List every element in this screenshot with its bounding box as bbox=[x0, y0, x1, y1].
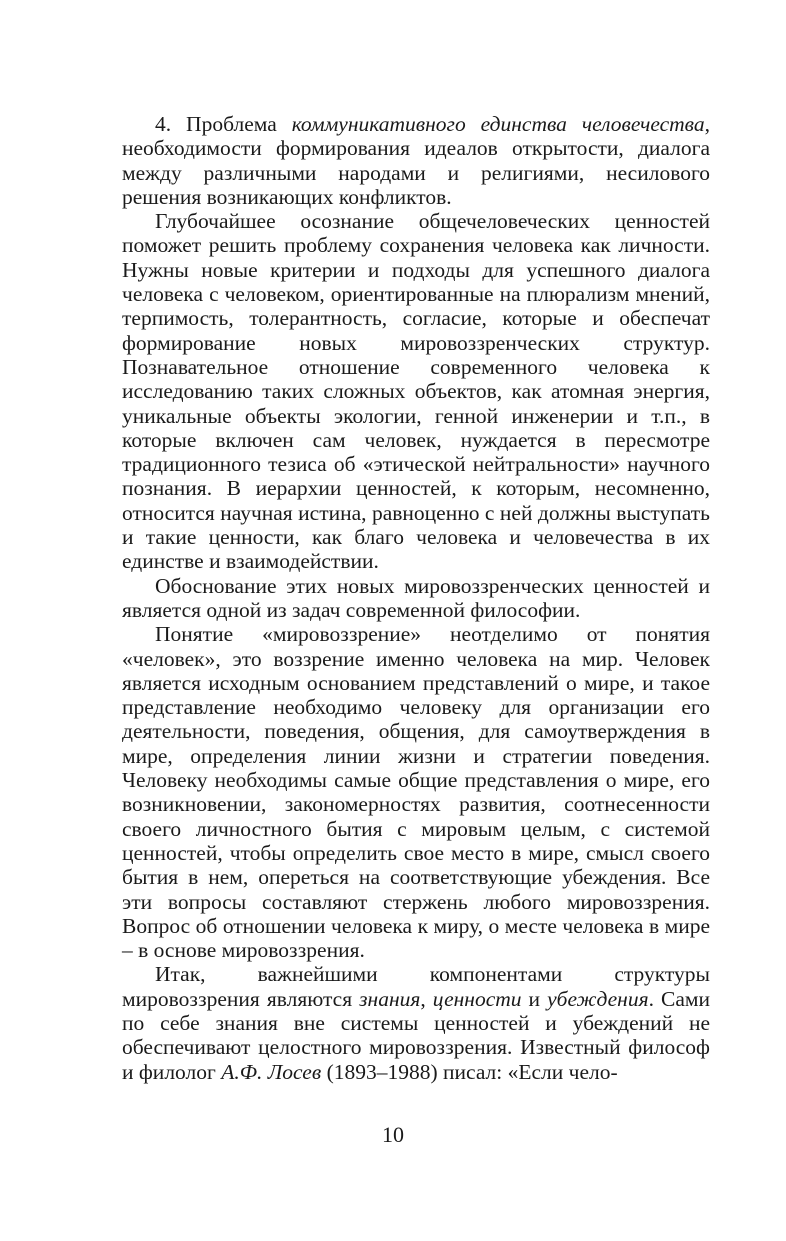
page-number: 10 bbox=[382, 1122, 404, 1147]
p3-text-1: Обоснование этих новых мировоззренческих ценностей и является одной из задач современной философии. bbox=[122, 573, 710, 622]
paragraph-3 bbox=[122, 574, 710, 623]
p5-italic-values: ценности bbox=[432, 986, 522, 1011]
p2-text-1: Глубочайшее осознание общечеловеческих ценностей поможет решить проблему сохранения человека как личности. Нужны новые критерии и подходы для успешного диалога человека с человеком, ориентированные на плюрализм мнений, терпимость, толерантность, согласие, которые и обеспечат формирование новых мировоззренческих структур. Познавательное отношение современного человека к исследованию таких сложных объектов, как атомная энергия, уникальные объекты экологии, генной инженерии и т.п., в которые включен сам человек, нуждается в пересмотре традиционного тезиса об «этической нейтральности» научного познания. В иерархии ценностей, к которым, несомненно, относится научная истина, равноценно с ней должны выступать и такие ценности, как благо человека и человечества в их единстве и взаимодействии. bbox=[122, 209, 710, 574]
p4-text-1: Понятие «мировоззрение» неотделимо от понятия «человек», это воззрение именно человека на мир. Человек является исходным основанием представлений о мире, и такое представление необходимо человеку для организации его деятельности, поведения, общения, для самоутверждения в мире, определения линии жизни и стратегии поведения. Человеку необходимы самые общие представления о мире, его возникновении, закономерностях развития, соотнесенности своего личностного бытия с мировым целым, с системой ценностей, чтобы определить свое место в мире, смысл своего бытия в нем, опереться на соответствующие убеждения. Все эти вопросы составляют стержень любого мировоззрения. Вопрос об отношении человека к миру, о месте человека в мире – в основе мировоззрения. bbox=[122, 622, 710, 963]
p5-italic-beliefs: убеждения bbox=[547, 986, 649, 1011]
p5-italic-losev: А.Ф. Лосев bbox=[221, 1059, 322, 1084]
p1-text-1: 4. Проблема bbox=[155, 112, 292, 136]
p5-text-2: , bbox=[420, 986, 433, 1011]
paragraph-5 bbox=[122, 962, 710, 1083]
paragraph-4 bbox=[122, 622, 710, 962]
p1-text-2: , необходимости формирования идеалов открытости, диалога между различными народами и религиями, несилового решения возникающих конфликтов. bbox=[122, 112, 710, 209]
p5-text-1: Итак, важнейшими компонентами структуры мировоззрения являются bbox=[122, 962, 710, 1011]
paragraph-2 bbox=[122, 209, 710, 573]
p5-text-5: (1893–1988) писал: «Если чело- bbox=[321, 1059, 618, 1084]
p5-text-4: . Сами по себе знания вне системы ценностей и убеждений не обеспечивают целостного мировоззрения. Известный философ и филолог bbox=[122, 986, 710, 1084]
paragraph-1 bbox=[122, 112, 710, 209]
p1-italic-1: коммуникативного единства человечества bbox=[291, 112, 705, 136]
page-body bbox=[122, 112, 710, 1084]
p5-text-3: и bbox=[521, 986, 548, 1011]
p5-italic-knowledge: знания bbox=[359, 986, 421, 1011]
